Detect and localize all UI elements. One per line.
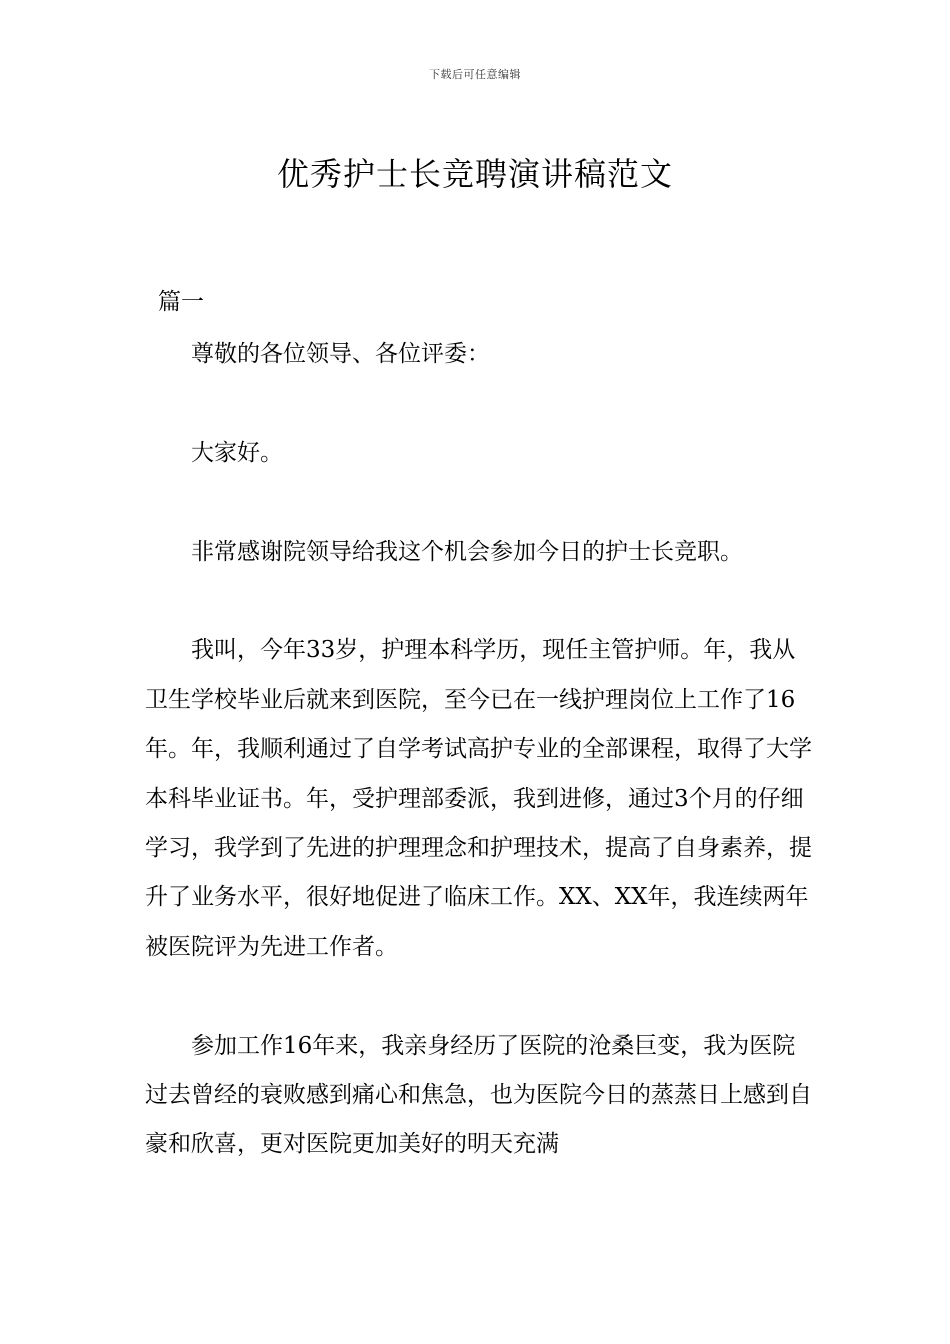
paragraph-greeting: 大家好。 [191, 439, 283, 466]
header-note: 下载后可任意编辑 [429, 68, 521, 81]
document-title: 优秀护士长竞聘演讲稿范文 [276, 155, 673, 194]
paragraph-experience: 参加工作16年来，我亲身经历了医院的沧桑巨变，我为医院过去曾经的衰败感到痛心和焦急，也为医院今日的蒸蒸日上感到自豪和欣喜，更对医院更加美好的明天充满 [145, 1032, 812, 1158]
document-body [145, 330, 815, 1170]
section-label: 篇一 [158, 289, 204, 315]
paragraph-thanks: 非常感谢院领导给我这个机会参加今日的护士长竞职。 [191, 538, 743, 565]
paragraph-introduction: 我叫，今年33岁，护理本科学历，现任主管护师。年，我从卫生学校毕业后就来到医院，至今已在一线护理岗位上工作了16年。年，我顺利通过了自学考试高护专业的全部课程，取得了大学本科毕业证书。年，受护理部委派，我到进修，通过3个月的仔细学习，我学到了先进的护理理念和护理技术，提高了自身素养，提升了业务水平，很好地促进了临床工作。XX、XX年，我连续两年被医院评为先进工作者。 [145, 637, 812, 960]
paragraph-salutation: 尊敬的各位领导、各位评委： [191, 341, 490, 367]
